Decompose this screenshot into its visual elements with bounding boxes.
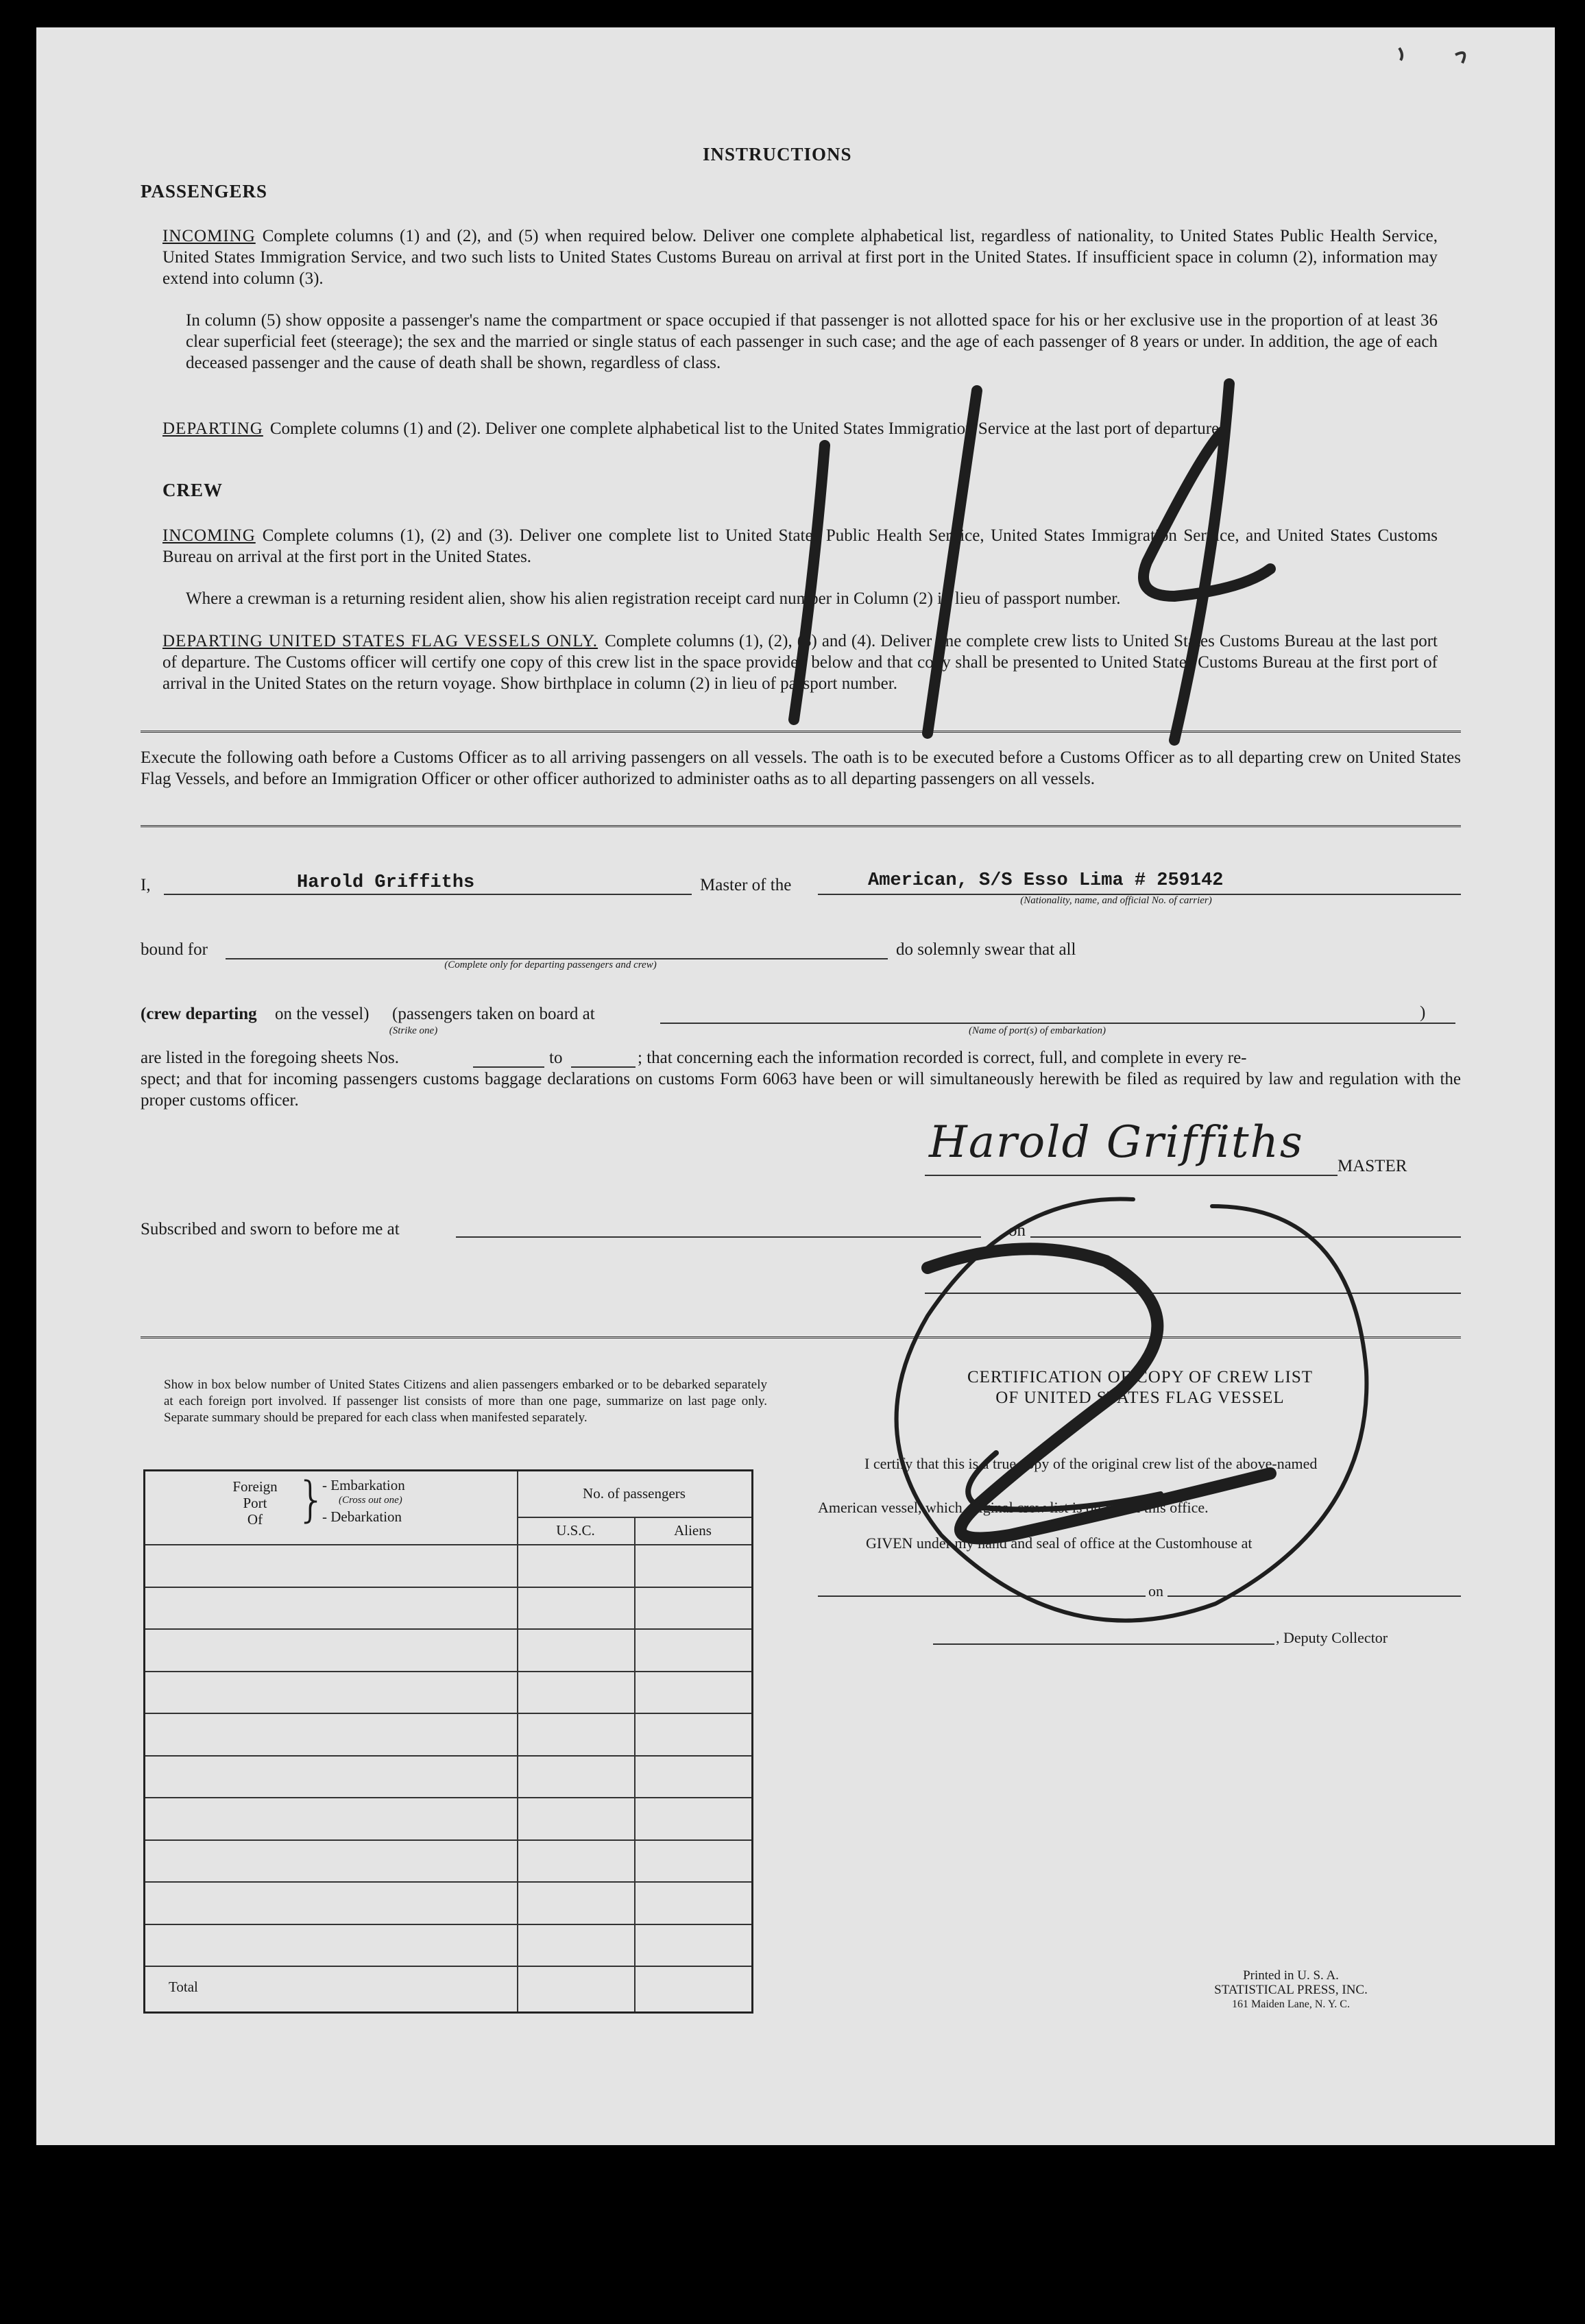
strike-caption: (Strike one) [389, 1025, 438, 1036]
printer-name: STATISTICAL PRESS, INC. [1214, 1983, 1368, 1997]
master-name-line [164, 894, 692, 895]
crew-departing-paragraph [162, 631, 1438, 694]
sheet-to-line [571, 1066, 636, 1068]
deputy-collector-line [933, 1643, 1274, 1645]
summary-instructions: Show in box below number of United States Citizens and alien passengers embarked or to be debarked separately at each foreign port involved. If passenger list consists of more than one page, summarize on last page only. Separate summary should be prepared for each class when manifested separately. [164, 1378, 767, 1425]
crew-incoming-paragraph [162, 525, 1438, 567]
vessel-caption: (Nationality, name, and official No. of carrier) [1020, 895, 1212, 906]
crew-departing-text: Complete columns (1), (2), (3) and (4). Deliver one complete crew lists to United States Customs Bureau at the last port of departure. The Customs officer will certify one copy of this crew list in the space provided below and that copy shall be presented to United States Customs Bureau at the first port of arrival in the United States on the return voyage. Show birthplace in column (2) in lieu of passport number. [162, 632, 1438, 693]
passengers-heading: PASSENGERS [141, 181, 268, 201]
no-of-passengers-header: No. of passengers [583, 1485, 686, 1502]
crew-departing-label: DEPARTING UNITED STATES FLAG VESSELS ONLY. [162, 632, 598, 650]
vessel-name: American, S/S Esso Lima # 259142 [868, 870, 1224, 891]
divider [141, 825, 1461, 827]
circle-outline [897, 1199, 1367, 1620]
header-bottom-line [145, 1544, 751, 1545]
foreign-word: Foreign [232, 1478, 278, 1495]
instructions-title: INSTRUCTIONS [703, 144, 852, 164]
swear-text: do solemnly swear that all [896, 940, 1076, 959]
signature-line [925, 1175, 1338, 1176]
departing-text: Complete columns (1) and (2). Deliver one complete alphabetical list to the United States Immigration Service at the last port of departure. [269, 419, 1224, 438]
subscribed-on-label: on [1008, 1221, 1026, 1240]
circled-number-2-marks [897, 1199, 1367, 1620]
crew-departing-option: (crew departing [141, 1005, 257, 1023]
on-vessel-text: on the vessel) [275, 1005, 370, 1023]
table-row [145, 1881, 751, 1883]
debarkation-label: - Debarkation [322, 1508, 402, 1525]
pencil-tick [1455, 53, 1464, 63]
bound-for-caption: (Complete only for departing passengers and crew) [444, 959, 657, 970]
certify-text: I certify that this is a true copy of the original crew list of the above-named [864, 1455, 1318, 1472]
column-divider [517, 1471, 518, 2011]
incoming-label: INCOMING [162, 227, 256, 245]
aliens-header: Aliens [674, 1522, 712, 1539]
master-name: Harold Griffiths [297, 872, 475, 893]
listed-text-b: ; that concerning each the information recorded is correct, full, and complete in every re- [638, 1049, 1247, 1067]
column5-paragraph: In column (5) show opposite a passenger's name the compartment or space occupied if that passenger is not allotted space for his or her exclusive use in the proportion of at least 36 clear superficial feet (steerage); the sex and the married or single status of each passenger in such case; and the age of each passenger of 8 years or under. In addition, the age of each deceased passenger and the cause of death shall be shown, regardless of class. [186, 311, 1438, 372]
customhouse-line [818, 1595, 1146, 1597]
sheet-from-line [473, 1066, 544, 1068]
bound-for-label: bound for [141, 940, 208, 959]
subscribed-place-line [456, 1236, 981, 1238]
given-text: GIVEN under my hand and seal of office at the Customhouse at [866, 1534, 1253, 1552]
brace-icon: } [296, 1471, 327, 1528]
port-caption: (Name of port(s) of embarkation) [969, 1025, 1106, 1036]
header-divider [517, 1517, 751, 1518]
passengers-taken-option: (passengers taken on board at [392, 1005, 595, 1023]
table-row [145, 1628, 751, 1630]
crew-incoming-label: INCOMING [162, 526, 256, 545]
table-row [145, 1587, 751, 1588]
officer-line [925, 1293, 1461, 1294]
foreign-port-of-label [221, 1478, 289, 1528]
usc-header: U.S.C. [556, 1522, 595, 1539]
crewman-paragraph: Where a crewman is a returning resident alien, show his alien registration receipt card number in Column (2) in lieu of passport number. [186, 589, 1121, 608]
total-label: Total [169, 1979, 198, 1995]
table-row [145, 1966, 751, 1967]
port-word: Port [243, 1495, 267, 1511]
numeral-four-stroke [1144, 432, 1270, 596]
cross-out-caption: (Cross out one) [339, 1495, 402, 1506]
printed-in-usa: Printed in U. S. A. [1243, 1968, 1339, 1983]
certification-date-line [1167, 1595, 1461, 1597]
passengers-incoming-paragraph [162, 225, 1438, 289]
american-vessel-text: American vessel, which original crew list is on file in this office. [818, 1499, 1209, 1516]
passengers-departing-paragraph [162, 418, 1438, 439]
deputy-collector-label: , Deputy Collector [1276, 1629, 1388, 1646]
table-row [145, 1713, 751, 1714]
corner-marks [1399, 48, 1464, 63]
listed-to: to [549, 1049, 563, 1067]
master-signature: Harold Griffiths [929, 1117, 1304, 1168]
master-of-label: Master of the [700, 876, 792, 894]
crew-incoming-text: Complete columns (1), (2) and (3). Deliver one complete list to United States Public Health Service, United States Immigration Service, and United States Customs Bureau on arrival at the first port in the United States. [162, 526, 1438, 566]
table-row [145, 1671, 751, 1672]
subscribed-date-line [1030, 1236, 1461, 1238]
table-row [145, 1797, 751, 1798]
table-row [145, 1755, 751, 1757]
listed-text-a: are listed in the foregoing sheets Nos. [141, 1049, 399, 1067]
listed-text-c: spect; and that for incoming passengers customs baggage declarations on customs Form 6063 have been or will simultaneously herewith be filed as required by law and regulation with the proper customs officer. [141, 1070, 1461, 1110]
execute-oath-paragraph: Execute the following oath before a Customs Officer as to all arriving passengers on all vessels. The oath is to be executed before a Customs Officer as to all departing crew on United States Flag Vessels, and before an Immigration Officer or other officer authorized to administer oaths as to all departing passengers on all vessels. [141, 748, 1461, 788]
table-row [145, 1839, 751, 1841]
printer-address: 161 Maiden Lane, N. Y. C. [1232, 1998, 1350, 2010]
subscribed-label: Subscribed and sworn to before me at [141, 1220, 400, 1238]
divider [141, 1336, 1461, 1338]
crew-heading: CREW [162, 480, 223, 500]
passenger-summary-table [143, 1469, 753, 2014]
of-word: Of [247, 1511, 263, 1528]
document-sheet [36, 27, 1555, 2145]
master-label: MASTER [1338, 1157, 1407, 1175]
close-paren: ) [1420, 1003, 1426, 1022]
certification-on-label: on [1148, 1582, 1163, 1600]
i-label: I, [141, 876, 151, 894]
pencil-tick [1399, 48, 1402, 60]
embarkation-port-line [660, 1023, 1455, 1024]
certification-title-1: CERTIFICATION OF COPY OF CREW LIST [967, 1368, 1314, 1386]
incoming-text: Complete columns (1) and (2), and (5) when required below. Deliver one complete alphabetical list, regardless of nationality, to United States Public Health Service, United States Immigration Service, and two such lists to United States Customs Bureau on arrival at first port in the United States. If insufficient space in column (2), information may extend into column (3). [162, 227, 1438, 288]
divider [141, 731, 1461, 733]
embarkation-label: - Embarkation [322, 1477, 405, 1493]
departing-label: DEPARTING [162, 419, 263, 438]
column-divider [634, 1517, 636, 2011]
certification-title-2: OF UNITED STATES FLAG VESSEL [995, 1389, 1285, 1407]
table-row [145, 1924, 751, 1925]
